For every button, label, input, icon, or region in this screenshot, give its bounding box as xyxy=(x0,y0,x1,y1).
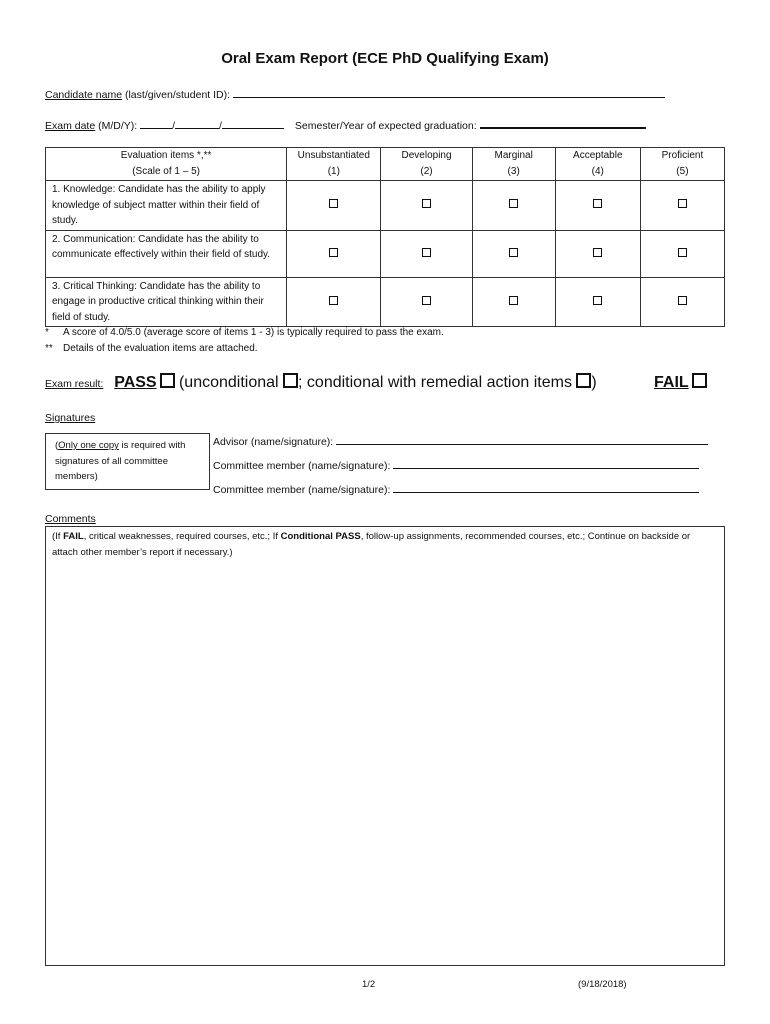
page-number: 1/2 xyxy=(362,979,376,990)
footnote-2 xyxy=(45,341,444,357)
column-label: Marginal xyxy=(494,150,533,161)
signatures-heading: Signatures xyxy=(45,412,96,424)
column-score: (2) xyxy=(420,166,433,177)
comments-hint-bold: FAIL xyxy=(63,531,84,542)
member2-label: Committee member (name/signature): xyxy=(213,484,394,496)
candidate-line xyxy=(45,88,665,101)
fail-checkbox[interactable] xyxy=(692,373,707,388)
date-separator: / xyxy=(172,120,176,132)
table-row xyxy=(46,277,725,327)
result-close-paren: ) xyxy=(591,374,597,391)
page-title: Oral Exam Report (ECE PhD Qualifying Exam) xyxy=(221,50,549,67)
column-label: Unsubstantiated xyxy=(297,150,370,161)
header-items-title: Evaluation items *,** xyxy=(120,150,212,161)
column-score: (1) xyxy=(327,166,340,177)
graduation-field[interactable] xyxy=(480,118,646,129)
column-label: Proficient xyxy=(661,150,704,161)
signature-note-box xyxy=(45,433,210,490)
footnote-text: A score of 4.0/5.0 (average score of items 1 - 3) is typically required to pass the exam. xyxy=(63,327,444,338)
advisor-signature-field[interactable] xyxy=(336,435,708,445)
column-score: (5) xyxy=(676,166,689,177)
column-score: (3) xyxy=(507,166,520,177)
member2-signature-field[interactable] xyxy=(393,483,699,493)
critical-thinking-score-3-checkbox[interactable] xyxy=(509,296,518,305)
communication-score-2-checkbox[interactable] xyxy=(422,248,431,257)
revision-date: (9/18/2018) xyxy=(578,979,627,990)
knowledge-score-1-checkbox[interactable] xyxy=(329,199,338,208)
critical-thinking-score-5-checkbox[interactable] xyxy=(678,296,687,305)
header-proficient xyxy=(640,148,724,181)
exam-month-field[interactable] xyxy=(140,119,172,129)
exam-year-field[interactable] xyxy=(222,119,284,129)
fail-label: FAIL xyxy=(654,374,689,391)
communication-score-3-checkbox[interactable] xyxy=(509,248,518,257)
header-acceptable xyxy=(555,148,640,181)
candidate-field[interactable] xyxy=(233,88,665,98)
footnotes xyxy=(45,325,444,357)
graduation-label: Semester/Year of expected graduation: xyxy=(294,120,480,132)
member1-label: Committee member (name/signature): xyxy=(213,460,394,472)
exam-date-label: Exam date xyxy=(45,120,96,132)
header-unsubstantiated xyxy=(287,148,381,181)
comments-box[interactable] xyxy=(45,526,725,966)
table-row xyxy=(46,181,725,231)
footnote-1 xyxy=(45,325,444,341)
header-items-scale: (Scale of 1 – 5) xyxy=(132,166,200,177)
item-critical-thinking: 3. Critical Thinking: Candidate has the ability to engage in productive critical thinking within their field of study. xyxy=(46,277,287,327)
item-communication: 2. Communication: Candidate has the ability to communicate effectively within their field of study. xyxy=(46,230,287,277)
critical-thinking-score-4-checkbox[interactable] xyxy=(593,296,602,305)
member1-signature-line xyxy=(213,459,699,472)
advisor-label: Advisor (name/signature): xyxy=(213,436,337,448)
item-knowledge: 1. Knowledge: Candidate has the ability to apply knowledge of subject matter within their field of study. xyxy=(46,181,287,231)
communication-score-1-checkbox[interactable] xyxy=(329,248,338,257)
header-marginal xyxy=(472,148,555,181)
column-score: (4) xyxy=(591,166,604,177)
advisor-signature-line xyxy=(213,435,708,448)
evaluation-table xyxy=(45,147,725,327)
conditional-label: ; conditional with remedial action items xyxy=(298,374,577,391)
communication-score-5-checkbox[interactable] xyxy=(678,248,687,257)
note-prefix: ( xyxy=(55,440,59,451)
exam-result-line xyxy=(45,373,597,392)
exam-result-label: Exam result: xyxy=(45,378,104,390)
note-underlined: Only one copy xyxy=(58,440,119,451)
comments-hint-bold: Conditional PASS xyxy=(280,531,361,542)
knowledge-score-5-checkbox[interactable] xyxy=(678,199,687,208)
column-label: Acceptable xyxy=(573,150,623,161)
date-separator: / xyxy=(219,120,222,132)
fail-option xyxy=(654,373,707,392)
comments-hint: , critical weaknesses, required courses, etc.; If xyxy=(83,531,281,542)
comments-hint: , follow-up assignments, recommended courses, etc.; Continue on backside or attach other member’s report if necessary.) xyxy=(52,531,691,558)
header-developing xyxy=(381,148,472,181)
table-row xyxy=(46,230,725,277)
header-evaluation-items xyxy=(46,148,287,181)
pass-label: PASS xyxy=(114,374,157,391)
footnote-mark: * xyxy=(45,327,49,338)
candidate-label: Candidate name xyxy=(45,89,123,101)
knowledge-score-4-checkbox[interactable] xyxy=(593,199,602,208)
member1-signature-field[interactable] xyxy=(393,459,699,469)
table-header-row xyxy=(46,148,725,181)
exam-date-format: (M/D/Y): xyxy=(95,120,141,132)
knowledge-score-3-checkbox[interactable] xyxy=(509,199,518,208)
comments-heading: Comments xyxy=(45,513,96,525)
column-label: Developing xyxy=(401,150,452,161)
unconditional-checkbox[interactable] xyxy=(283,373,298,388)
footnote-text: Details of the evaluation items are attached. xyxy=(63,343,258,354)
exam-day-field[interactable] xyxy=(175,119,219,129)
member2-signature-line xyxy=(213,483,699,496)
critical-thinking-score-2-checkbox[interactable] xyxy=(422,296,431,305)
comments-hint: (If xyxy=(52,531,64,542)
communication-score-4-checkbox[interactable] xyxy=(593,248,602,257)
critical-thinking-score-1-checkbox[interactable] xyxy=(329,296,338,305)
note-rest: is required with signatures of all committee members) xyxy=(55,440,186,482)
pass-checkbox[interactable] xyxy=(160,373,175,388)
footnote-mark: ** xyxy=(45,343,53,354)
candidate-suffix: (last/given/student ID): xyxy=(122,89,233,101)
unconditional-label: (unconditional xyxy=(174,374,284,391)
conditional-checkbox[interactable] xyxy=(576,373,591,388)
knowledge-score-2-checkbox[interactable] xyxy=(422,199,431,208)
exam-date-line xyxy=(45,118,646,132)
